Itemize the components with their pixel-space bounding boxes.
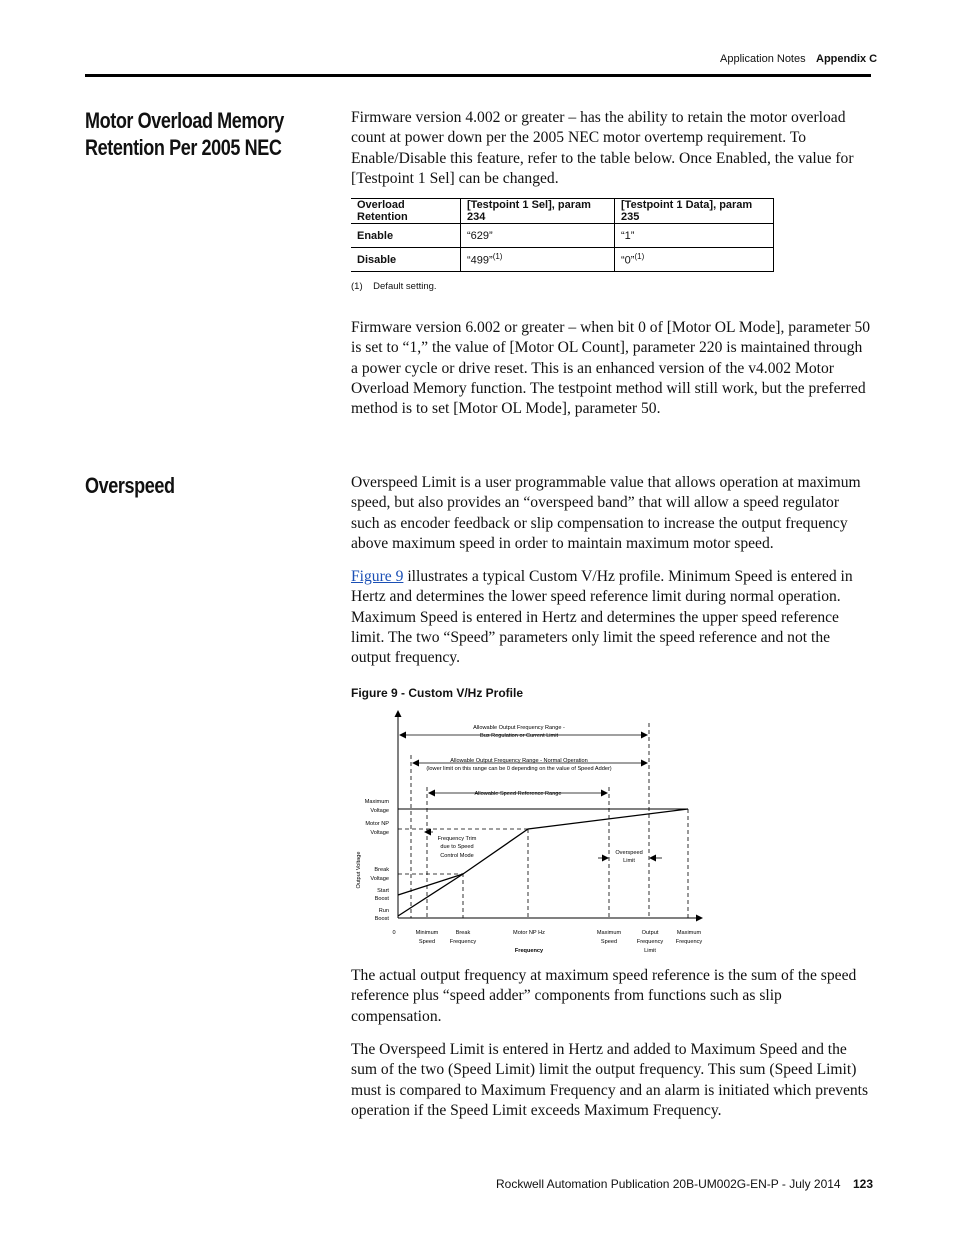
table-row xyxy=(351,224,774,248)
x-tick-label: 0 xyxy=(392,930,396,936)
range2-label: Allowable Output Frequency Range - Normal Operation xyxy=(450,758,588,764)
overload-retention-table xyxy=(351,198,774,272)
y-tick-label: Start xyxy=(377,888,389,894)
y-tick-label: Voltage xyxy=(370,808,389,814)
running-header-appendix: Appendix C xyxy=(816,53,878,65)
running-header-section: Application Notes xyxy=(720,53,806,65)
table-cell xyxy=(615,224,774,248)
trim-label: due to Speed xyxy=(440,844,474,850)
table-cell xyxy=(461,224,615,248)
cell-value: “0” xyxy=(621,254,635,267)
x-tick-label: Maximum xyxy=(676,930,702,936)
table-cell: Enable xyxy=(351,224,461,248)
paragraph-firmware-6002: Firmware version 6.002 or greater – when bit 0 of [Motor OL Mode], parameter 50 is set to “1,” the value of [Motor OL Count], parameter 220 is maintained through a power cycle or drive reset. This is an enhanced version of the v4.002 Motor Overload Memory function. The testpoint method will still work, but the preferred method is to set [Motor OL Mode], parameter 50. xyxy=(351,319,871,418)
table-cell xyxy=(461,248,615,272)
run-boost-profile xyxy=(398,809,688,916)
y-tick-label: Voltage xyxy=(370,830,389,836)
start-boost-profile xyxy=(398,874,463,895)
footer-publication: Rockwell Automation Publication 20B-UM002G-EN-P - July 2014 xyxy=(496,1177,841,1191)
table-header-cell: Overload Retention xyxy=(351,199,461,224)
range3-label: Allowable Speed Reference Range xyxy=(474,791,562,797)
x-tick-label: Minimum xyxy=(415,930,439,936)
x-tick-label: Frequency xyxy=(675,939,703,945)
cell-value: “499” xyxy=(467,254,493,267)
table-header-cell: [Testpoint 1 Data], param 235 xyxy=(615,199,774,224)
cell-value: “1” xyxy=(621,229,635,242)
figure-title: Figure 9 - Custom V/Hz Profile xyxy=(351,686,524,700)
table-cell: Disable xyxy=(351,248,461,272)
trim-label: Control Mode xyxy=(440,853,474,859)
cell-value: “629” xyxy=(467,229,493,242)
heading-line-1: Motor Overload Memory xyxy=(85,108,284,133)
paragraph-text: illustrates a typical Custom V/Hz profile. Minimum Speed is entered in Hertz and determines the lower speed reference limit during normal operation. Maximum Speed is entered in Hertz and determines the upper speed reference limit. The two “Speed” parameters only limit the speed reference and not the output frequency. xyxy=(351,568,853,667)
footnote-marker: (1) xyxy=(492,252,503,262)
header-rule xyxy=(85,74,871,77)
range2-label: (lower limit on this range can be 0 depending on the value of Speed Adder) xyxy=(426,766,612,772)
paragraph-figure-reference xyxy=(351,567,871,668)
y-tick-label: Motor NP xyxy=(365,821,389,827)
y-axis-label: Output Voltage xyxy=(356,851,362,889)
x-tick-label: Speed xyxy=(418,939,436,945)
table-row xyxy=(351,248,774,272)
paragraph-overspeed-limit: Overspeed Limit is a user programmable value that allows operation at maximum speed, but also provides an “overspeed band” that will allow a speed regulator such as encoder feedback or slip compensation to increase the output frequency above maximum speed in order to maintain maximum motor speed. xyxy=(351,474,861,552)
footnote-marker: (1) xyxy=(634,252,645,262)
table-header-row xyxy=(351,199,774,224)
paragraph-overspeed-limit-entry: The Overspeed Limit is entered in Hertz and added to Maximum Speed and the sum of the two (Speed Limit) limit the output frequency. This sum (Speed Limit) must is compared to Maximum Frequency and an alarm is initiated which prevents operation if the Speed Limit exceeds Maximum Frequency. xyxy=(351,1041,869,1119)
custom-vhz-profile-chart xyxy=(340,705,720,960)
table-footnote: (1) Default setting. xyxy=(351,281,437,292)
range1-label: Bus Regulation or Current Limit xyxy=(479,733,559,739)
paragraph-actual-output: The actual output frequency at maximum speed reference is the sum of the speed reference plus “speed adder” components from functions such as slip compensation. xyxy=(351,967,857,1025)
range1-label: Allowable Output Frequency Range - xyxy=(473,725,565,731)
y-tick-label: Break xyxy=(374,867,389,873)
x-tick-label: Break xyxy=(455,930,471,936)
y-tick-label: Boost xyxy=(374,916,389,922)
y-tick-label: Voltage xyxy=(370,876,389,882)
x-axis-label: Frequency xyxy=(514,948,544,954)
x-tick-label: Frequency xyxy=(636,939,664,945)
x-tick-label: Maximum xyxy=(596,930,622,936)
x-tick-label: Output xyxy=(641,930,659,936)
trim-label: Frequency Trim xyxy=(437,836,477,842)
table-header-cell: [Testpoint 1 Sel], param 234 xyxy=(461,199,615,224)
overspeed-label: Overspeed xyxy=(615,850,643,856)
x-tick-label: Motor NP Hz xyxy=(513,930,545,936)
x-tick-label: Limit xyxy=(644,948,656,954)
x-tick-label: Speed xyxy=(600,939,618,945)
heading-line-2: Retention Per 2005 NEC xyxy=(85,135,282,160)
section-heading-motor-overload xyxy=(85,107,284,161)
vertical-guides xyxy=(411,723,688,918)
table-cell xyxy=(615,248,774,272)
figure-9-link[interactable]: Figure 9 xyxy=(351,568,404,585)
y-tick-label: Maximum xyxy=(364,799,389,805)
page-number: 123 xyxy=(853,1177,874,1191)
y-tick-label: Boost xyxy=(374,896,389,902)
section-heading-overspeed: Overspeed xyxy=(85,473,175,498)
x-tick-label: Frequency xyxy=(449,939,477,945)
overspeed-label: Limit xyxy=(623,858,635,864)
y-tick-label: Run xyxy=(378,908,389,914)
paragraph-firmware-4002: Firmware version 4.002 or greater – has the ability to retain the motor overload count at power down per the 2005 NEC motor overtemp requirement. To Enable/Disable this feature, refer to the table below. Once Enabled, the value for [Testpoint 1 Sel] can be changed. xyxy=(351,109,854,187)
